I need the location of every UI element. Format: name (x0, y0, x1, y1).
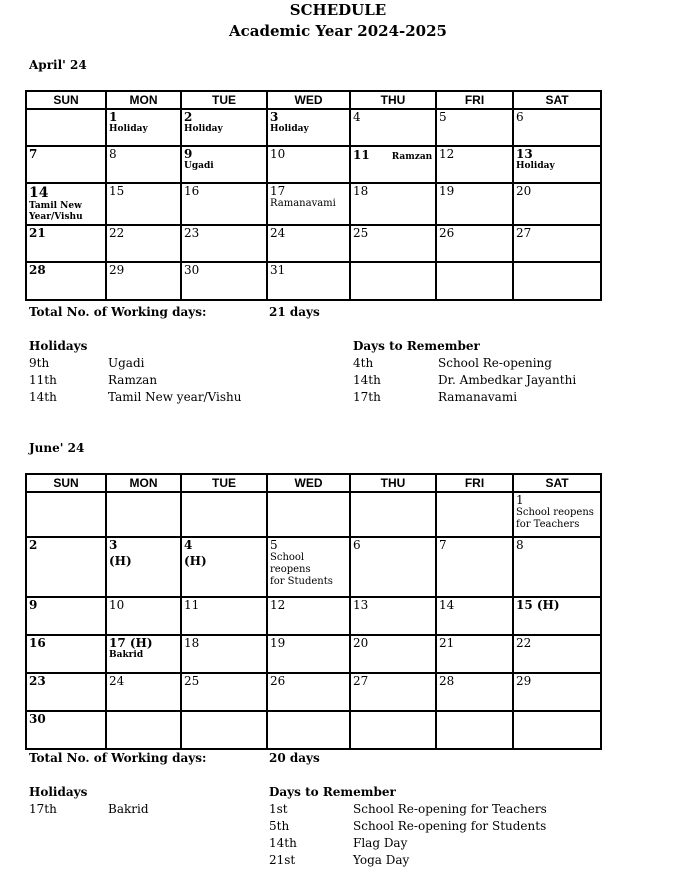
day-cell: 15 (106, 183, 181, 225)
day-cell: 6 (350, 537, 436, 597)
page-subtitle: Academic Year 2024-2025 (229, 22, 447, 40)
holiday-day: 9th (29, 356, 50, 370)
day-cell: 18 (350, 183, 436, 225)
working-days-value: 20 days (269, 751, 320, 765)
day-note: Year/Vishu (29, 212, 83, 222)
day-cell: 30 (26, 711, 106, 749)
calendar-week-row (26, 492, 601, 537)
day-cell: 4 (350, 109, 436, 146)
day-cell: 11 (181, 597, 267, 635)
day-cell: 25 (350, 225, 436, 262)
day-header: SAT (513, 474, 601, 492)
working-days-label: Total No. of Working days: (29, 305, 207, 319)
day-note: Holiday (270, 124, 309, 134)
day-cell: 19 (267, 635, 350, 673)
day-cell: 10 (267, 146, 350, 183)
day-header: SAT (513, 91, 601, 109)
day-cell-empty (513, 711, 601, 749)
day-note: for Teachers (516, 519, 580, 530)
day-header: MON (106, 474, 181, 492)
day-cell: 14 (436, 597, 513, 635)
day-cell: 12 (267, 597, 350, 635)
day-cell: 30 (181, 262, 267, 300)
day-note: Holiday (109, 124, 148, 134)
day-cell-empty (436, 262, 513, 300)
remember-title: Days to Remember (353, 339, 480, 353)
day-cell: 1 School reopens for Teachers (513, 492, 601, 537)
holiday-day: 11th (29, 373, 57, 387)
remember-day: 14th (353, 373, 381, 387)
day-note: 15 (H) (516, 598, 560, 612)
holiday-name: Ugadi (108, 356, 145, 370)
day-cell-empty (350, 262, 436, 300)
day-note: Bakrid (109, 650, 144, 660)
calendar-april (25, 90, 602, 301)
day-cell: 7 (26, 146, 106, 183)
day-cell: 3 (H) (106, 537, 181, 597)
remember-name: Ramanavami (438, 390, 518, 404)
calendar-week-row (26, 225, 601, 262)
calendar-header-row (26, 474, 601, 492)
day-cell: 23 (26, 673, 106, 711)
day-cell-empty (350, 711, 436, 749)
day-cell: 18 (181, 635, 267, 673)
day-header: FRI (436, 91, 513, 109)
calendar-week-row (26, 635, 601, 673)
remember-day: 14th (269, 836, 297, 850)
day-note: (H) (109, 554, 132, 568)
day-cell: 4 (H) (181, 537, 267, 597)
day-note: Holiday (516, 161, 555, 171)
day-header: WED (267, 474, 350, 492)
day-cell: 6 (513, 109, 601, 146)
day-cell: 16 (26, 635, 106, 673)
day-cell: 17 Ramanavami (267, 183, 350, 225)
remember-day: 4th (353, 356, 374, 370)
day-cell-empty (181, 711, 267, 749)
day-cell-empty (436, 492, 513, 537)
day-cell-empty (436, 711, 513, 749)
holiday-day: 14th (29, 390, 57, 404)
day-cell: 19 (436, 183, 513, 225)
calendar-week-row (26, 673, 601, 711)
day-cell-empty (181, 492, 267, 537)
day-cell: 16 (181, 183, 267, 225)
day-header: MON (106, 91, 181, 109)
remember-name: Yoga Day (353, 853, 410, 867)
day-cell: 22 (513, 635, 601, 673)
remember-name: School Re-opening for Students (353, 819, 547, 833)
day-cell: 24 (267, 225, 350, 262)
day-note: Ramanavami (270, 198, 336, 209)
day-cell: 8 (513, 537, 601, 597)
day-cell: 13 Holiday (513, 146, 601, 183)
day-cell: 28 (26, 262, 106, 300)
working-days-label: Total No. of Working days: (29, 751, 207, 765)
day-header: FRI (436, 474, 513, 492)
day-header: TUE (181, 474, 267, 492)
calendar-week-row (26, 537, 601, 597)
day-note: Holiday (184, 124, 223, 134)
remember-name: Flag Day (353, 836, 408, 850)
day-cell: 14 Tamil New Year/Vishu (26, 183, 106, 225)
day-header: SUN (26, 91, 106, 109)
remember-name: Dr. Ambedkar Jayanthi (438, 373, 577, 387)
day-cell: 21 (436, 635, 513, 673)
day-note: (H) (184, 554, 207, 568)
calendar-week-row (26, 146, 601, 183)
day-cell: 31 (267, 262, 350, 300)
remember-name: School Re-opening (438, 356, 552, 370)
day-header: THU (350, 91, 436, 109)
day-cell: 10 (106, 597, 181, 635)
day-cell-empty (267, 711, 350, 749)
day-cell: 2 (26, 537, 106, 597)
day-cell: 27 (513, 225, 601, 262)
calendar-week-row (26, 711, 601, 749)
day-cell: 23 (181, 225, 267, 262)
day-cell: 28 (436, 673, 513, 711)
day-cell-empty (350, 492, 436, 537)
day-cell-empty (267, 492, 350, 537)
day-cell: 25 (181, 673, 267, 711)
day-cell: 26 (267, 673, 350, 711)
day-cell: 29 (106, 262, 181, 300)
remember-name: School Re-opening for Teachers (353, 802, 547, 816)
day-cell: 1 Holiday (106, 109, 181, 146)
holiday-name: Bakrid (108, 802, 149, 816)
day-cell: 9 (26, 597, 106, 635)
month-label-april: April' 24 (29, 58, 87, 72)
day-cell: 11 Ramzan (350, 146, 436, 183)
day-cell: 2 Holiday (181, 109, 267, 146)
day-cell: 9 Ugadi (181, 146, 267, 183)
holiday-name: Ramzan (108, 373, 158, 387)
day-note: for Students (270, 576, 333, 587)
calendar-header-row (26, 91, 601, 109)
day-note: 17 (H) (109, 636, 153, 650)
day-header: WED (267, 91, 350, 109)
day-cell-empty (106, 492, 181, 537)
day-cell-empty (106, 711, 181, 749)
remember-day: 21st (269, 853, 296, 867)
day-cell: 20 (513, 183, 601, 225)
day-cell: 3 Holiday (267, 109, 350, 146)
day-cell: 26 (436, 225, 513, 262)
month-label-june: June' 24 (29, 441, 85, 455)
day-cell: 29 (513, 673, 601, 711)
day-cell: 5 (436, 109, 513, 146)
day-cell-empty (26, 109, 106, 146)
holidays-title: Holidays (29, 339, 88, 353)
remember-day: 17th (353, 390, 381, 404)
day-header: SUN (26, 474, 106, 492)
day-cell: 12 (436, 146, 513, 183)
remember-title: Days to Remember (269, 785, 396, 799)
day-cell: 21 (26, 225, 106, 262)
working-days-value: 21 days (269, 305, 320, 319)
day-cell: 20 (350, 635, 436, 673)
day-cell: 7 (436, 537, 513, 597)
day-cell: 8 (106, 146, 181, 183)
calendar-june (25, 473, 602, 750)
day-cell (513, 597, 601, 635)
day-cell: 24 (106, 673, 181, 711)
calendar-week-row (26, 597, 601, 635)
day-cell: 22 (106, 225, 181, 262)
day-cell-empty (26, 492, 106, 537)
remember-day: 5th (269, 819, 290, 833)
day-note: Ugadi (184, 161, 214, 171)
calendar-week-row (26, 183, 601, 225)
day-note: School reopens (270, 552, 311, 575)
calendar-week-row (26, 109, 601, 146)
day-cell: 5 School reopens for Students (267, 537, 350, 597)
day-note: School reopens (516, 507, 594, 518)
holiday-name: Tamil New year/Vishu (108, 390, 242, 404)
holiday-day: 17th (29, 802, 57, 816)
day-note: Ramzan (391, 152, 433, 162)
page-title: SCHEDULE (289, 1, 387, 19)
day-cell: 27 (350, 673, 436, 711)
day-header: TUE (181, 91, 267, 109)
holidays-title: Holidays (29, 785, 88, 799)
day-note: Tamil New (29, 201, 82, 211)
day-cell (106, 635, 181, 673)
day-cell-empty (513, 262, 601, 300)
remember-day: 1st (269, 802, 288, 816)
calendar-week-row (26, 262, 601, 300)
day-header: THU (350, 474, 436, 492)
day-cell: 13 (350, 597, 436, 635)
